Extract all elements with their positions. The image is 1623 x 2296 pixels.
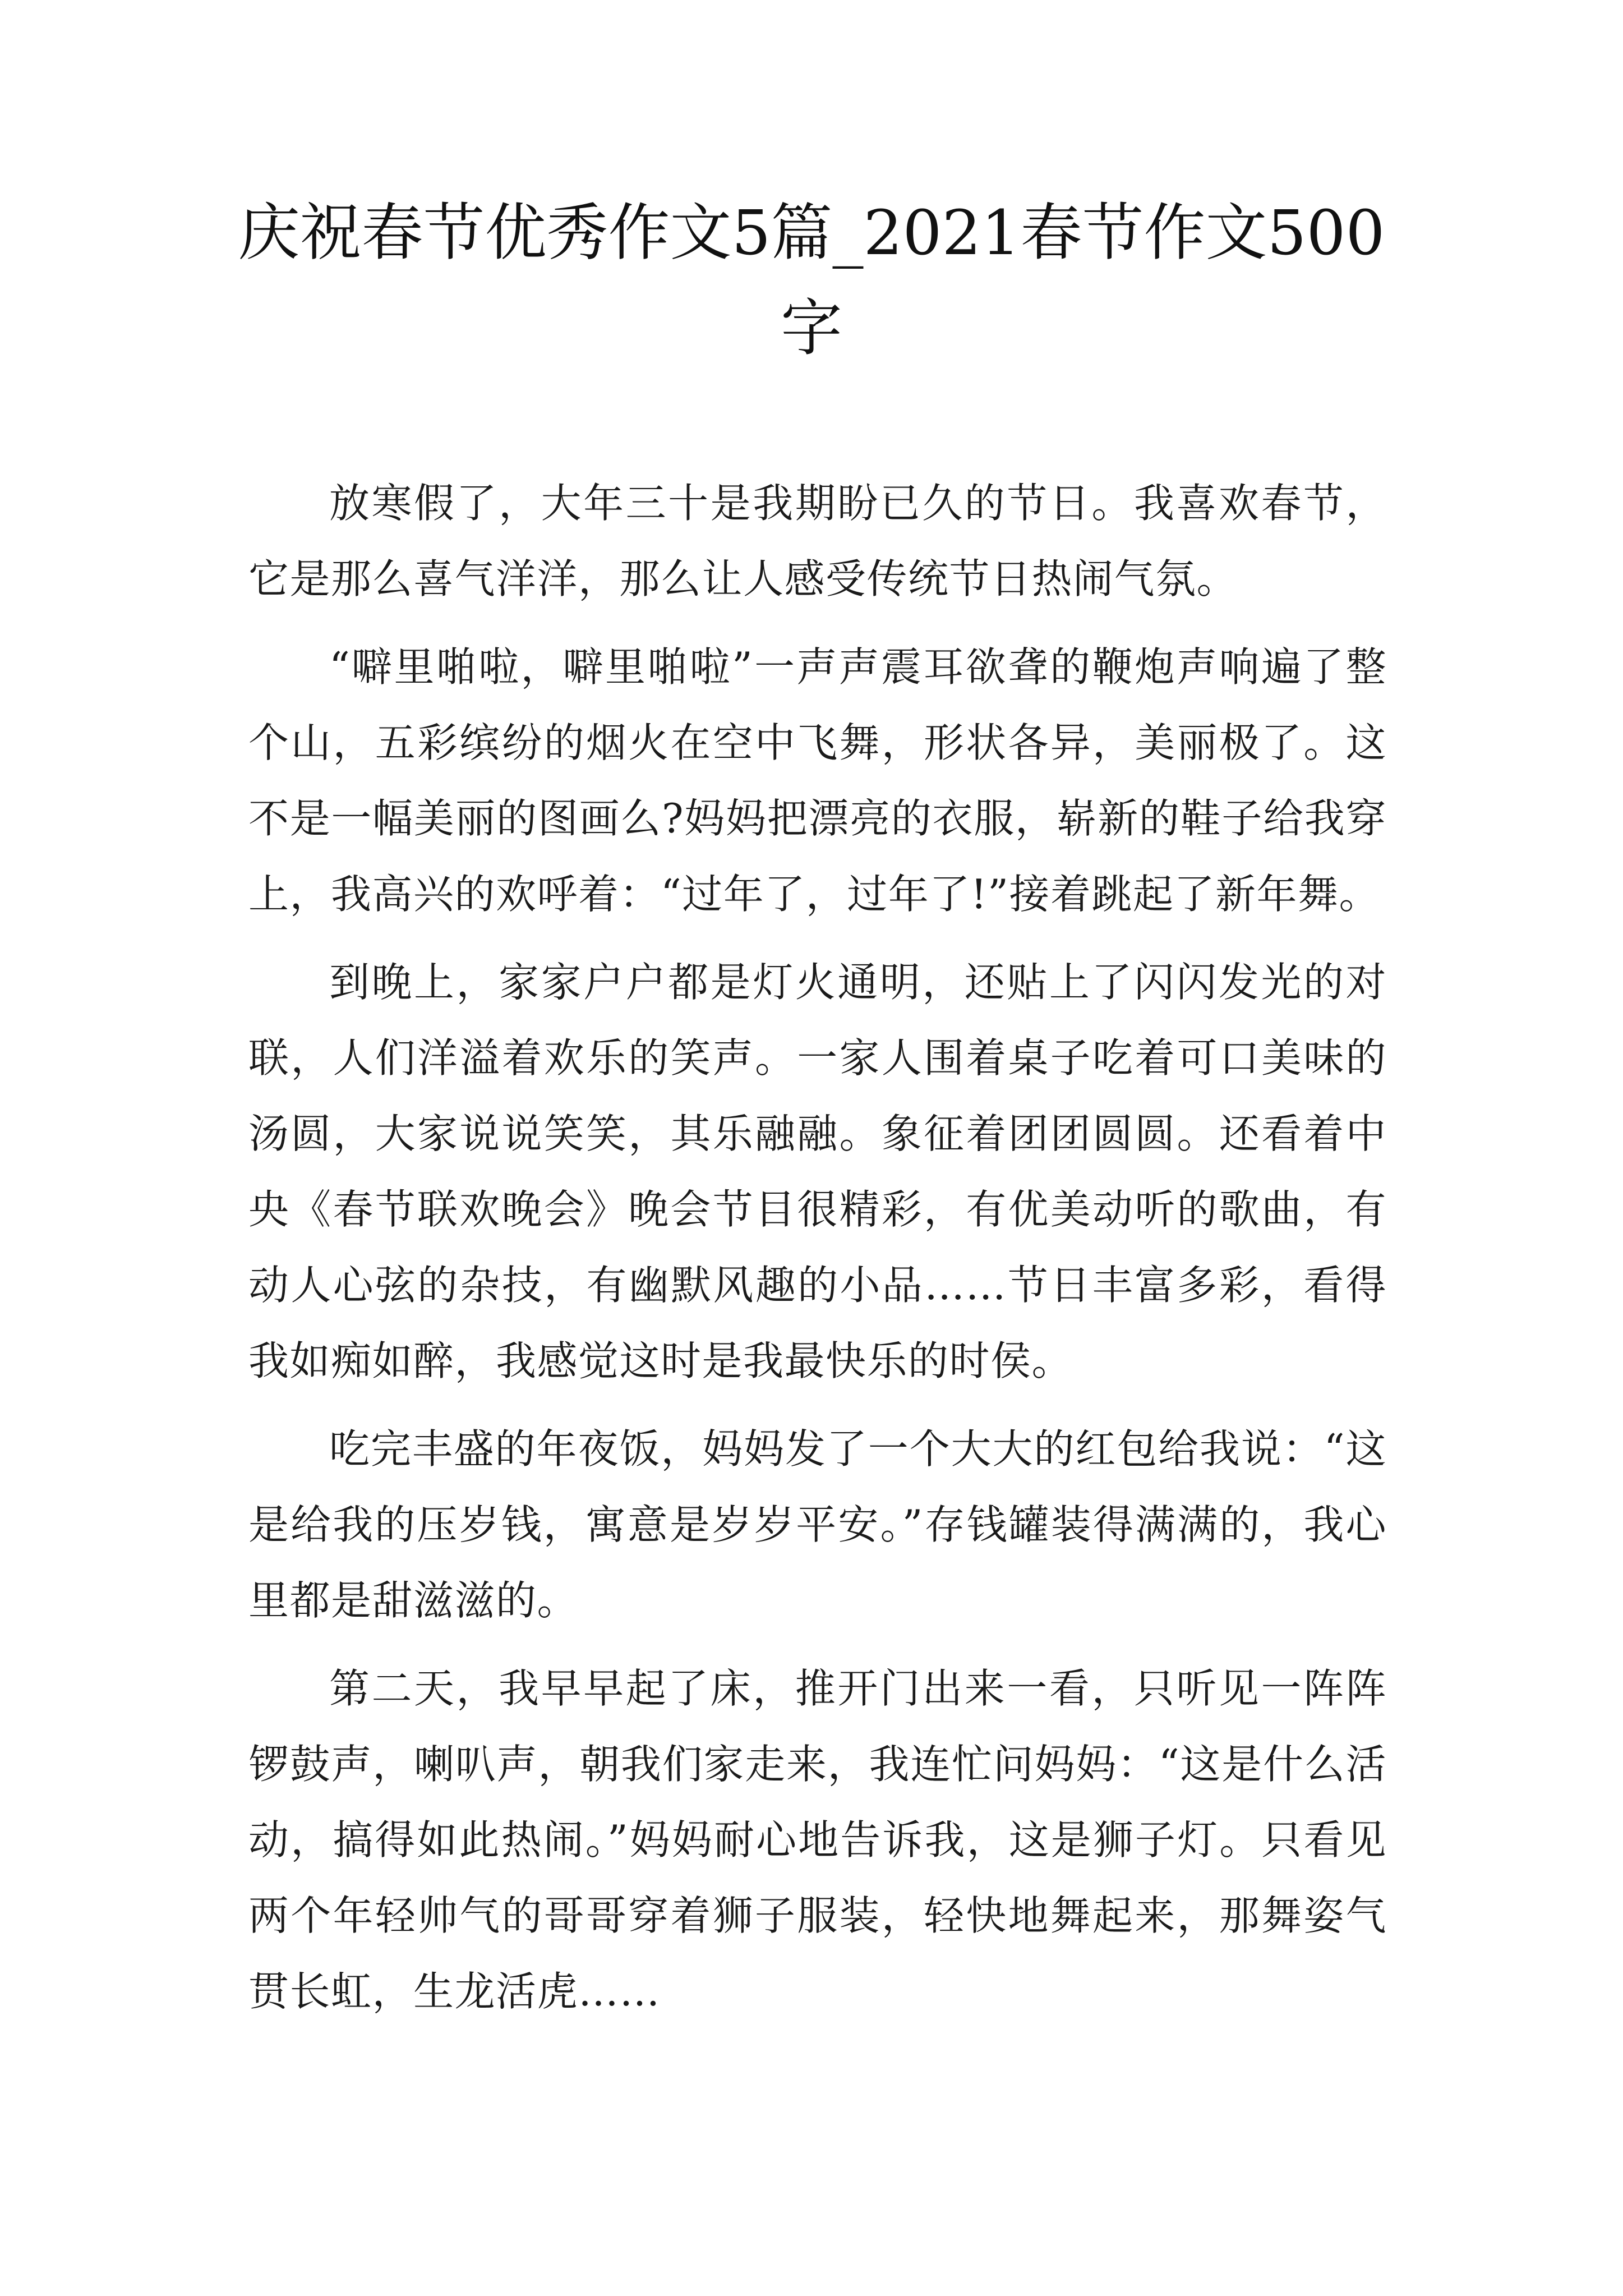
paragraph-3: 到晚上，家家户户都是灯火通明，还贴上了闪闪发光的对联，人们洋溢着欢乐的笑声。一家人围着桌子吃着可口美味的汤圆，大家说说笑笑，其乐融融。象征着团团圆圆。还看着中央《春节联欢晚会》晚会节目很精彩，有优美动听的歌曲，有动人心弦的杂技，有幽默风趣的小品……节日丰富多彩，看得我如痴如醉，我感觉这时是我最快乐的时侯。: [248, 959, 1387, 1384]
paragraph-1: 放寒假了，大年三十是我期盼已久的节日。我喜欢春节，它是那么喜气洋洋，那么让人感受传统节日热闹气氛。: [248, 480, 1387, 602]
document-title: 庆祝春节优秀作文5篇_2021春节作文500字: [238, 197, 1385, 364]
paragraph-4: 吃完丰盛的年夜饭，妈妈发了一个大大的红包给我说：“这是给我的压岁钱，寓意是岁岁平安。”存钱罐装得满满的，我心里都是甜滋滋的。: [248, 1425, 1387, 1624]
document-body: [248, 466, 1387, 2042]
paragraph-2: “噼里啪啦，噼里啪啦”一声声震耳欲聋的鞭炮声响遍了整个山，五彩缤纷的烟火在空中飞舞，形状各异，美丽极了。这不是一幅美丽的图画么?妈妈把漂亮的衣服，崭新的鞋子给我穿上，我高兴的欢呼着：“过年了，过年了!”接着跳起了新年舞。: [248, 643, 1387, 918]
paragraph-5: 第二天，我早早起了床，推开门出来一看，只听见一阵阵锣鼓声，喇叭声，朝我们家走来，我连忙问妈妈：“这是什么活动，搞得如此热闹。”妈妈耐心地告诉我，这是狮子灯。只看见两个年轻帅气的哥哥穿着狮子服装，轻快地舞起来，那舞姿气贯长虹，生龙活虎……: [248, 1665, 1387, 2015]
